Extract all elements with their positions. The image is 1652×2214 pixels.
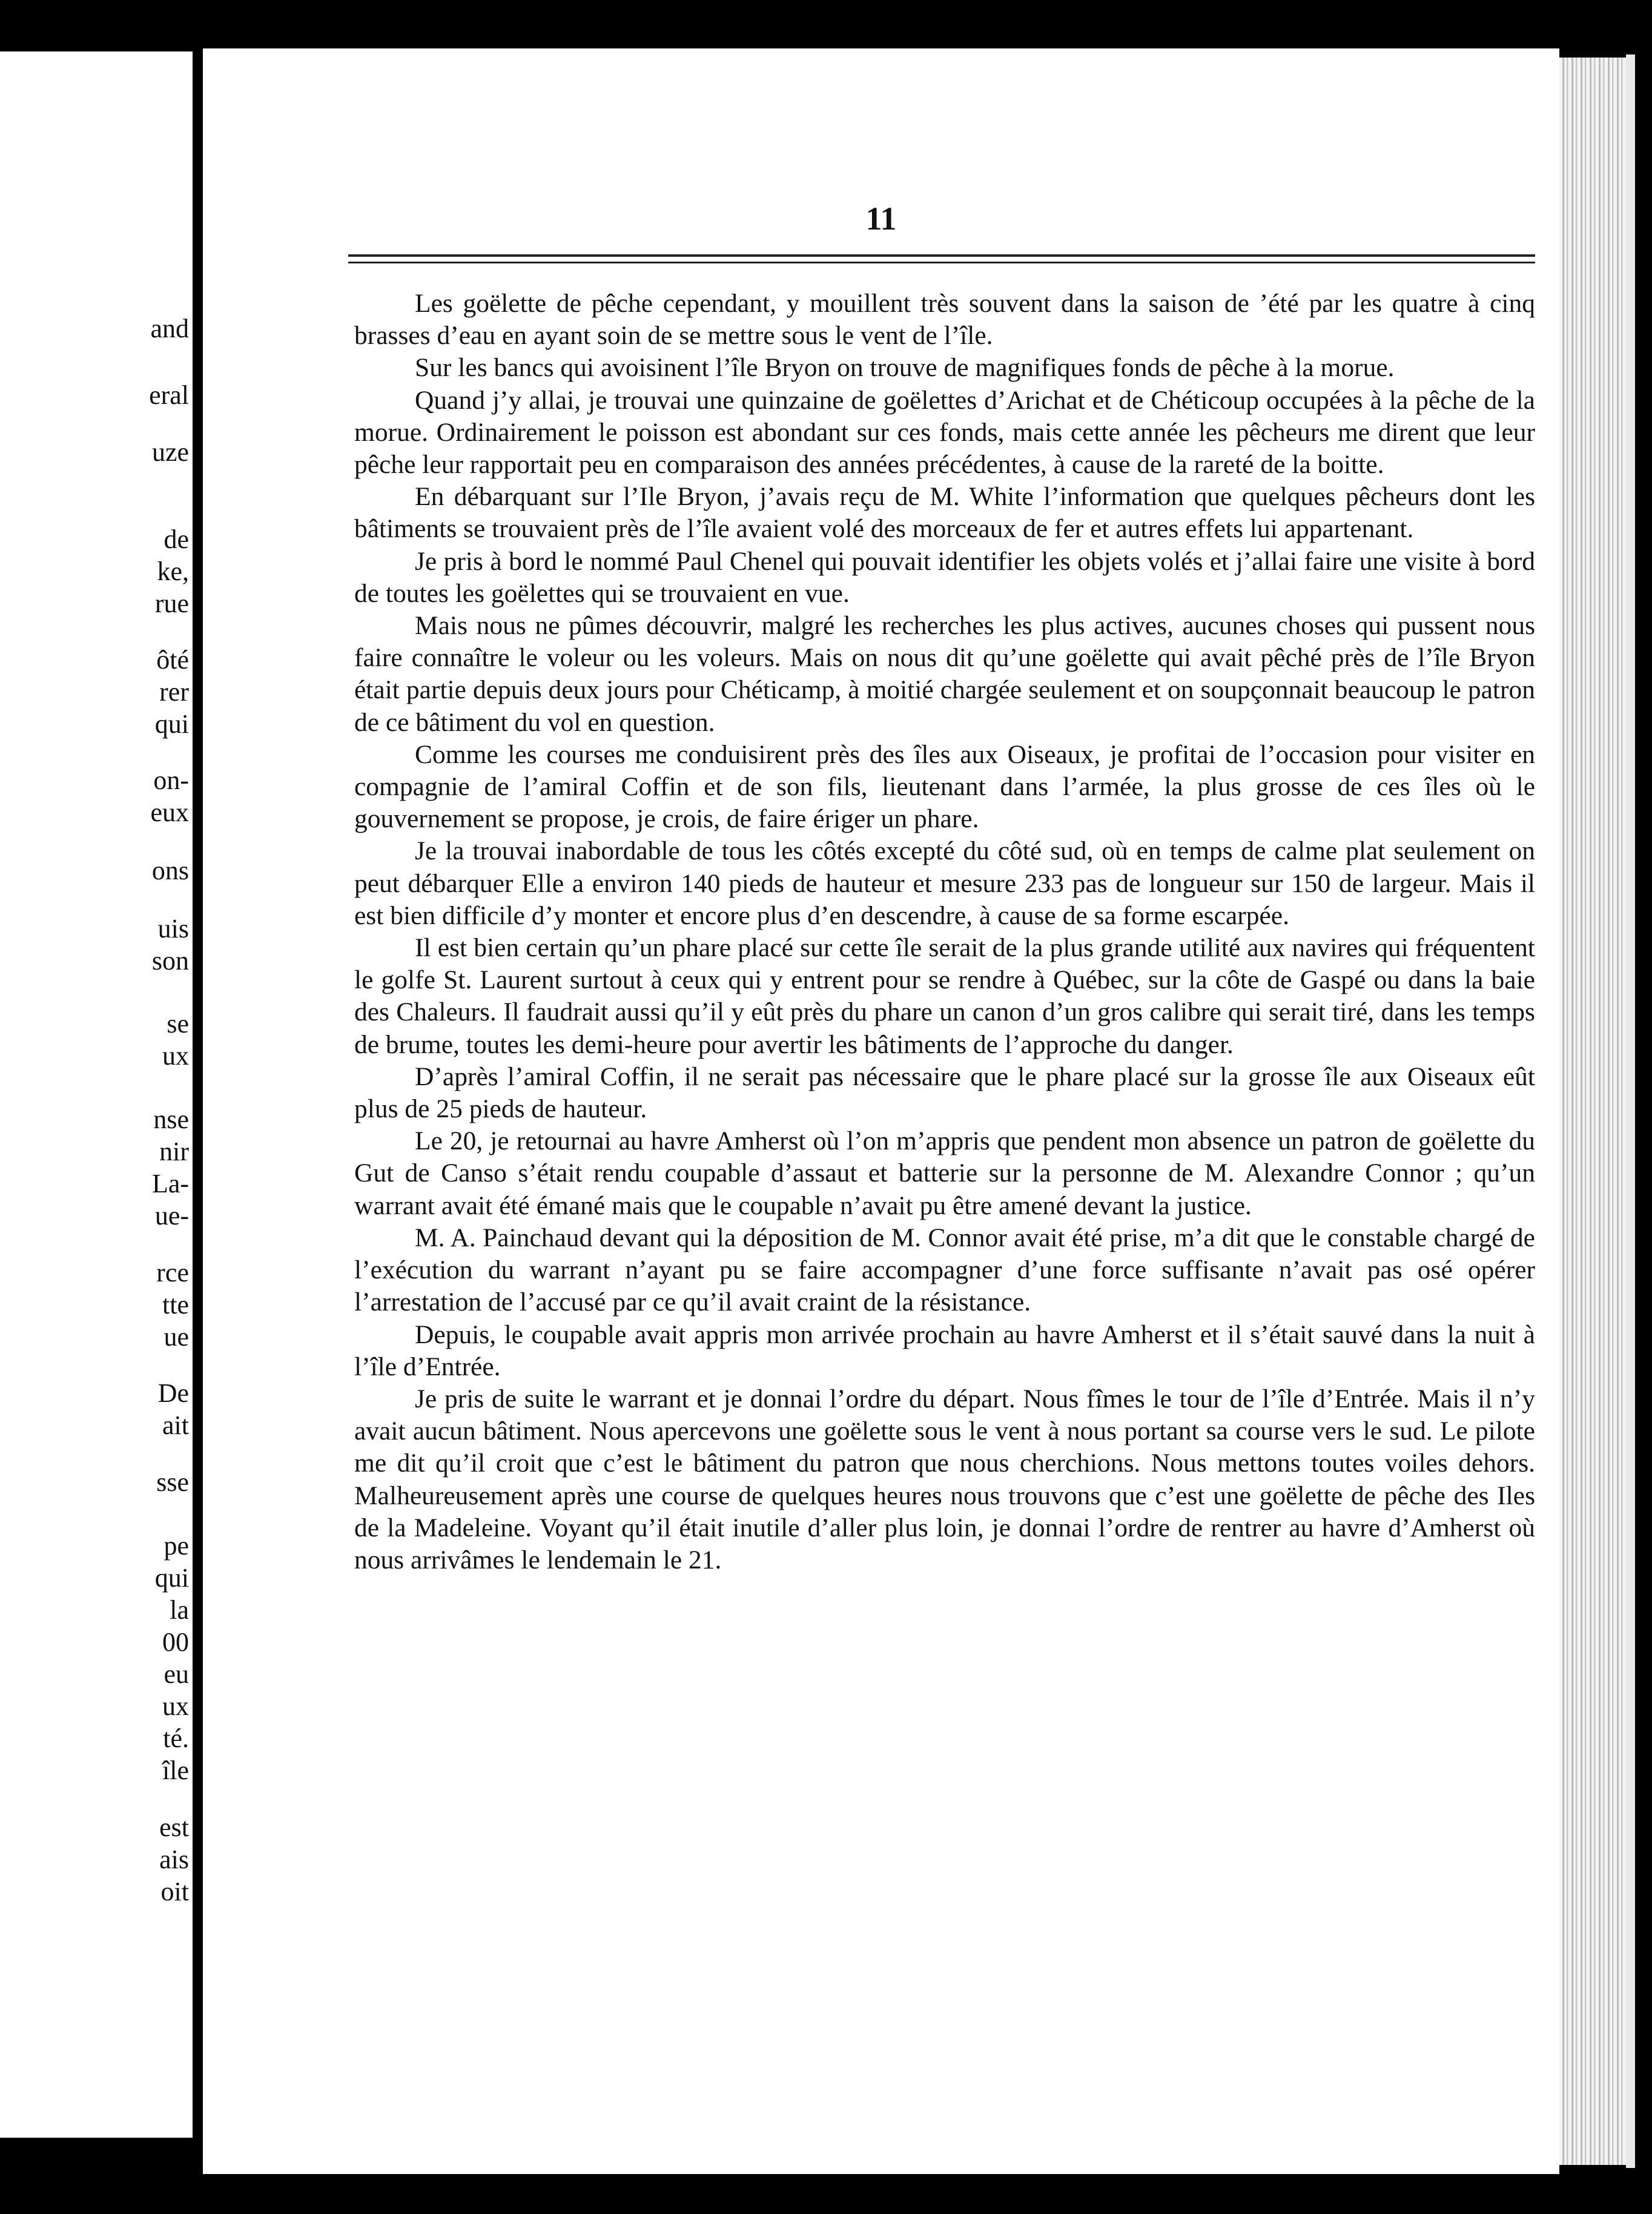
paragraph: Comme les courses me conduisirent près des îles aux Oiseaux, je profitai de l’occasion pour visiter en compagnie de l’amiral Coffin et de son fils, lieutenant dans l’armée, la plus grosse de ces îles où le gouvernement se propose, je crois, de faire ériger un phare. [354,739,1535,834]
left-page-fragment: tte [162,1290,189,1320]
left-page-fragment: ux [162,1691,189,1721]
left-page-fragment: La- [151,1169,189,1198]
paragraph: M. A. Painchaud devant qui la déposition de M. Connor avait été prise, m’a dit que le constable chargé de l’exécution du warrant n’ayant pu se faire accompagner d’une force suffisante n’avait pas osé opérer l’arrestation de l’accusé par ce qu’il avait craint de la résistance. [354,1223,1535,1317]
left-page-fragment: eral [149,380,189,410]
left-page-fragment: ôté [156,645,189,675]
paragraph: Sur les bancs qui avoisinent l’île Bryon on trouve de magnifiques fonds de pêche à la morue. [415,353,1395,383]
left-facing-page [0,51,193,2138]
paragraph: Quand j’y allai, je trouvai une quinzaine de goëlettes d’Arichat et de Chéticoup occupées à la pêche de la morue. Ordinairement le poisson est abondant sur ces fonds, mais cette année les pêcheurs me dirent que leur pêche leur rapportait peu en comparaison des années précédentes, à cause de la rareté de la boitte. [354,385,1535,480]
left-page-fragment: nir [159,1137,189,1166]
left-page-fragment: ais [159,1845,189,1874]
paragraph: Mais nous ne pûmes découvrir, malgré les recherches les plus actives, aucunes choses qui pussent nous faire connaître le voleur ou les voleurs. Mais on nous dit qu’une goëlette qui avait pêché près de l’île Bryon était partie depuis deux jours pour Chéticamp, à moitié chargée seulement et on soupçonnait beaucoup le patron de ce bâtiment du vol en question. [354,611,1535,737]
paragraph: Il est bien certain qu’un phare placé sur cette île serait de la plus grande utilité aux navires qui fréquentent le golfe St. Laurent surtout à ceux qui y entrent pour se rendre à Québec, sur la côte de Gaspé ou dans la baie des Chaleurs. Il faudrait aussi qu’il y eût près du phare un canon d’un gros calibre qui serait tiré, dans les temps de brume, toutes les demi-heure pour avertir les bâtiments de l’approche du danger. [354,933,1535,1059]
left-page-fragment: nse [153,1105,189,1134]
paragraph: Les goëlette de pêche cependant, y mouillent très souvent dans la saison de ’été par les quatre à cinq brasses d’eau en ayant soin de se mettre sous le vent de l’île. [354,289,1535,351]
left-page-fragment: De [157,1378,189,1408]
left-page-fragment: uis [157,914,189,943]
header-rule-bottom [348,262,1535,263]
left-page-fragment: and [150,314,189,343]
left-page-fragment: 00 [162,1627,189,1657]
left-page-fragment: qui [154,709,189,739]
left-page-fragment: on- [153,765,189,795]
left-page-fragment: té. [163,1723,189,1753]
left-page-fragment: oit [160,1877,189,1906]
left-page-fragment: eux [150,798,189,827]
page-edge-shadow [1626,55,1635,2168]
left-page-fragment: se [167,1009,189,1039]
header-rule-top [348,254,1535,257]
left-page-fragment: est [159,1813,189,1842]
left-page-fragment: île [162,1756,189,1785]
left-page-fragment: rce [156,1258,189,1287]
left-page-fragment: rue [154,589,189,618]
left-page-fragment: ue [164,1322,189,1352]
left-page-fragment: ue- [154,1201,189,1231]
paragraph: Je pris de suite le warrant et je donnai l’ordre du départ. Nous fîmes le tour de l’île d’Entrée. Mais il n’y avait aucun bâtiment. Nous apercevons une goëlette sous le vent à nous portant sa course vers le sud. Le pilote me dit qu’il croit que c’est le bâtiment du patron que nous cherchions. Nous mettons toutes voiles dehors. Malheureusement après une course de quelques heures nous trouvons que c’est une goëlette de pêche des Iles de la Madeleine. Voyant qu’il était inutile d’aller plus loin, je donnai l’ordre de rentrer au havre d’Amherst où nous arrivâmes le lendemain le 21. [354,1384,1535,1575]
paragraph: Depuis, le coupable avait appris mon arrivée prochain au havre Amherst et il s’était sauvé dans la nuit à l’île d’Entrée. [354,1320,1535,1381]
body-text [354,288,1535,1576]
left-page-fragment: pe [164,1531,189,1561]
paragraph: Je pris à bord le nommé Paul Chenel qui pouvait identifier les objets volés et j’allai faire une visite à bord de toutes les goëlettes qui se trouvaient en vue. [354,546,1535,608]
left-page-fragment: sse [156,1467,189,1497]
main-page [203,48,1559,2174]
left-page-fragment: de [164,524,189,554]
page-number: 11 [865,200,897,237]
left-page-fragment: ux [162,1041,189,1071]
left-page-fragment: la [170,1595,189,1625]
left-page-fragment: ke, [157,557,189,586]
left-page-fragment: qui [154,1563,189,1593]
left-page-fragment: uze [151,437,189,467]
left-page-fragment: eu [164,1659,189,1689]
left-page-fragment: ons [151,856,189,885]
paragraph: Le 20, je retournai au havre Amherst où l’on m’appris que pendent mon absence un patron de goëlette du Gut de Canso s’était rendu coupable d’assaut et batterie sur la personne de M. Alexandre Connor ; qu’un warrant avait été émané mais que le coupable n’avait pu être amené devant la justice. [354,1126,1535,1220]
left-page-fragment: ait [162,1410,189,1440]
page-edge-stack [1559,58,1626,2165]
paragraph: En débarquant sur l’Ile Bryon, j’avais reçu de M. White l’information que quelques pêcheurs dont les bâtiments se trouvaient près de l’île avaient volé des morceaux de fer et autres effets lui appartenant. [354,482,1535,544]
left-page-fragment: rer [159,677,189,707]
left-page-fragment: son [151,946,189,976]
paragraph: Je la trouvai inabordable de tous les côtés excepté du côté sud, où en temps de calme plat seulement on peut débarquer Elle a environ 140 pieds de hauteur et mesure 233 pas de longueur sur 150 de largeur. Mais il est bien difficile d’y monter et encore plus d’en descendre, à cause de sa forme escarpée. [354,836,1535,930]
paragraph: D’après l’amiral Coffin, il ne serait pas nécessaire que le phare placé sur la grosse île aux Oiseaux eût plus de 25 pieds de hauteur. [354,1062,1535,1124]
